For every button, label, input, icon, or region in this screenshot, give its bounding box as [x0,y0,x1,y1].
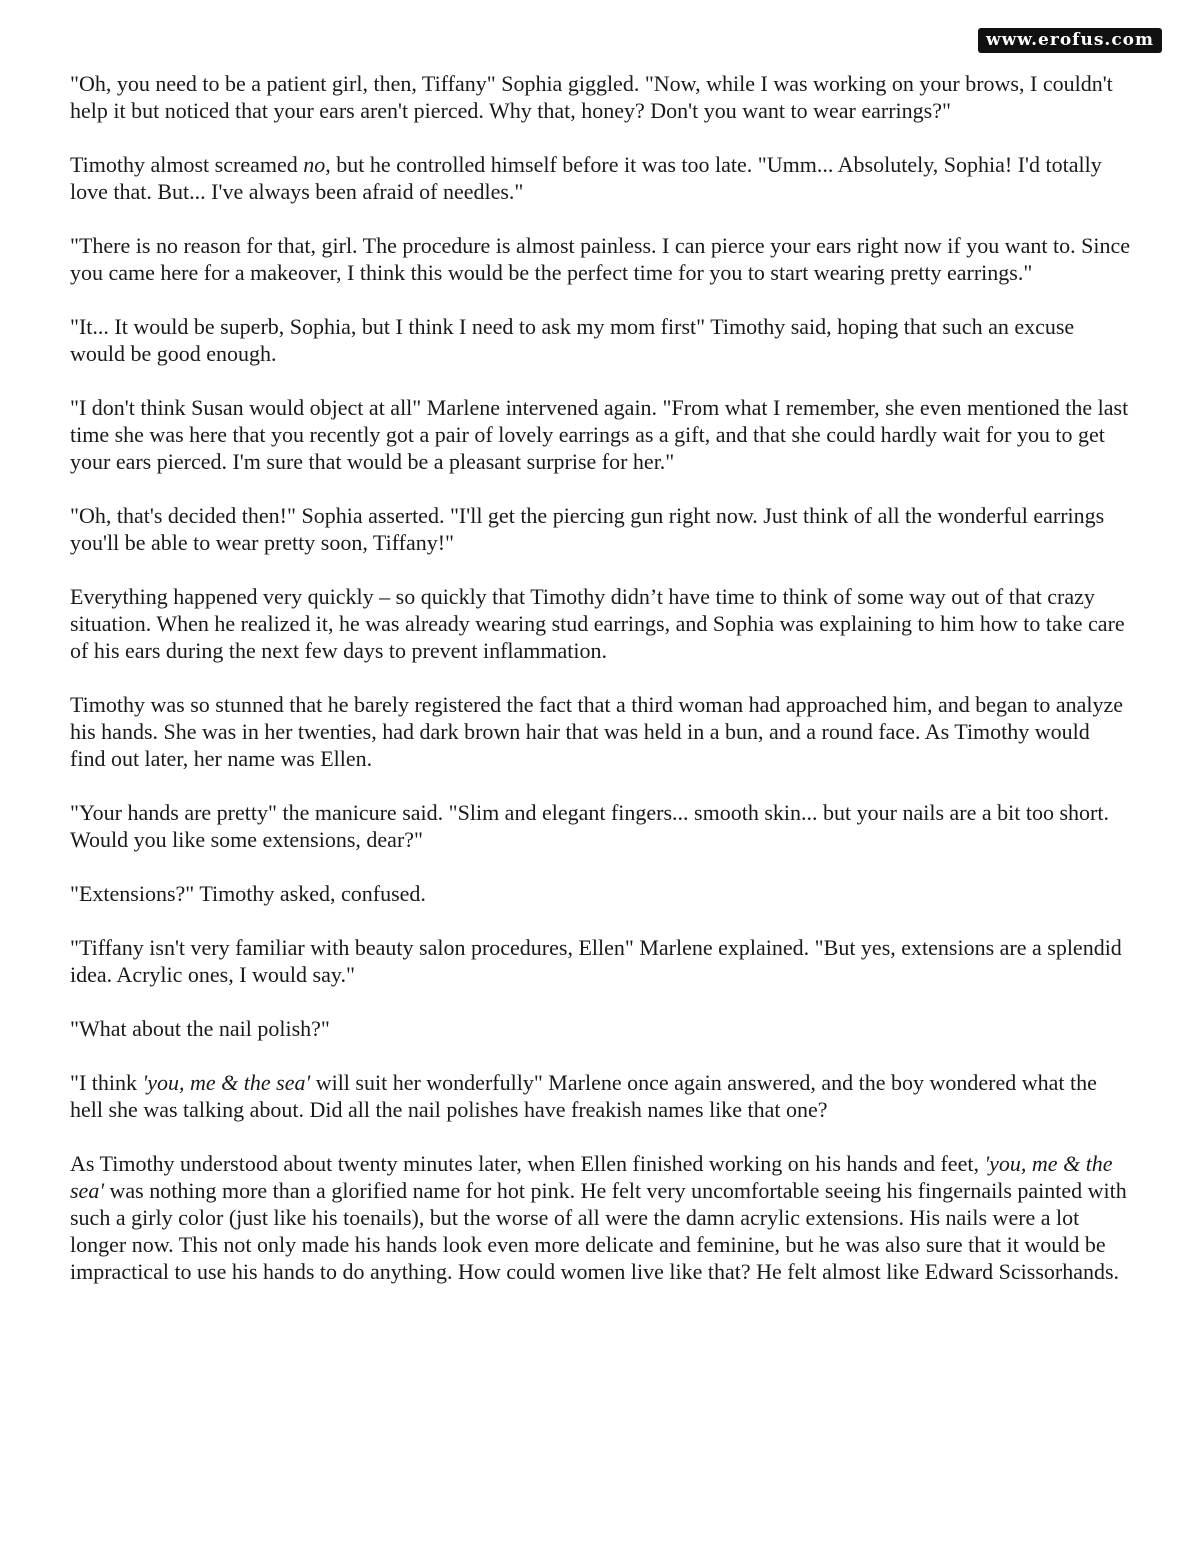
paragraph-13 [70,1069,1130,1123]
paragraph-11: "Tiffany isn't very familiar with beauty salon procedures, Ellen" Marlene explained. "But yes, extensions are a splendid idea. Acrylic ones, I would say." [70,935,1122,987]
paragraph-2-text-b: , but he controlled himself before it was too late. "Umm... Absolutely, Sophia! I'd totally love that. But... I've always been afraid of needles." [70,152,1102,204]
story-text [70,70,1130,1285]
paragraph-2-italic: no [303,152,326,177]
paragraph-7: Everything happened very quickly – so quickly that Timothy didn’t have time to think of some way out of that crazy situation. When he realized it, he was already wearing stud earrings, and Sophia was explaining to him how to take care of his ears during the next few days to prevent inflammation. [70,584,1125,663]
paragraph-13-italic: 'you, me & the sea' [142,1070,311,1095]
paragraph-9: "Your hands are pretty" the manicure said. "Slim and elegant fingers... smooth skin... but your nails are a bit too short. Would you like some extensions, dear?" [70,800,1109,852]
paragraph-13-text-a: "I think [70,1070,143,1095]
paragraph-5: "I don't think Susan would object at all" Marlene intervened again. "From what I remember, she even mentioned the last time she was here that you recently got a pair of lovely earrings as a gift, and that she could hardly wait for you to get your ears pierced. I'm sure that would be a pleasant surprise for her." [70,395,1129,474]
paragraph-12: "What about the nail polish?" [70,1016,330,1041]
paragraph-13-text-b: will suit her wonderfully" Marlene once again answered, and the boy wondered what the hell she was talking about. Did all the nail polishes have freakish names like that one? [70,1070,1097,1122]
paragraph-1: "Oh, you need to be a patient girl, then, Tiffany" Sophia giggled. "Now, while I was working on your brows, I couldn't help it but noticed that your ears aren't pierced. Why that, honey? Don't you want to wear earrings?" [70,71,1113,123]
paragraph-8: Timothy was so stunned that he barely registered the fact that a third woman had approached him, and began to analyze his hands. She was in her twenties, had dark brown hair that was held in a bun, and a round face. As Timothy would find out later, her name was Ellen. [70,692,1124,771]
paragraph-2 [70,151,1130,205]
watermark: www.erofus.com [978,28,1162,53]
paragraph-3: "There is no reason for that, girl. The procedure is almost painless. I can pierce your ears right now if you want to. Since you came here for a makeover, I think this would be the perfect time for you to start wearing pretty earrings." [70,233,1130,285]
paragraph-6: "Oh, that's decided then!" Sophia asserted. "I'll get the piercing gun right now. Just think of all the wonderful earrings you'll be able to wear pretty soon, Tiffany!" [70,503,1105,555]
paragraph-14-text-a: As Timothy understood about twenty minutes later, when Ellen finished working on his hands and feet, [70,1151,985,1176]
paragraph-14-text-b: was nothing more than a glorified name for hot pink. He felt very uncomfortable seeing his fingernails painted with such a girly color (just like his toenails), but the worse of all were the damn acrylic extensions. His nails were a lot longer now. This not only made his hands look even more delicate and feminine, but he was also sure that it would be impractical to use his hands to do anything. How could women live like that? He felt almost like Edward Scissorhands. [70,1178,1127,1284]
paragraph-10: "Extensions?" Timothy asked, confused. [70,881,426,906]
paragraph-4: "It... It would be superb, Sophia, but I think I need to ask my mom first" Timothy said, hoping that such an excuse would be good enough. [70,314,1075,366]
paragraph-2-text-a: Timothy almost screamed [70,152,304,177]
paragraph-14 [70,1150,1130,1285]
paragraph-14-italic: 'you, me & the sea' [70,1151,1113,1203]
